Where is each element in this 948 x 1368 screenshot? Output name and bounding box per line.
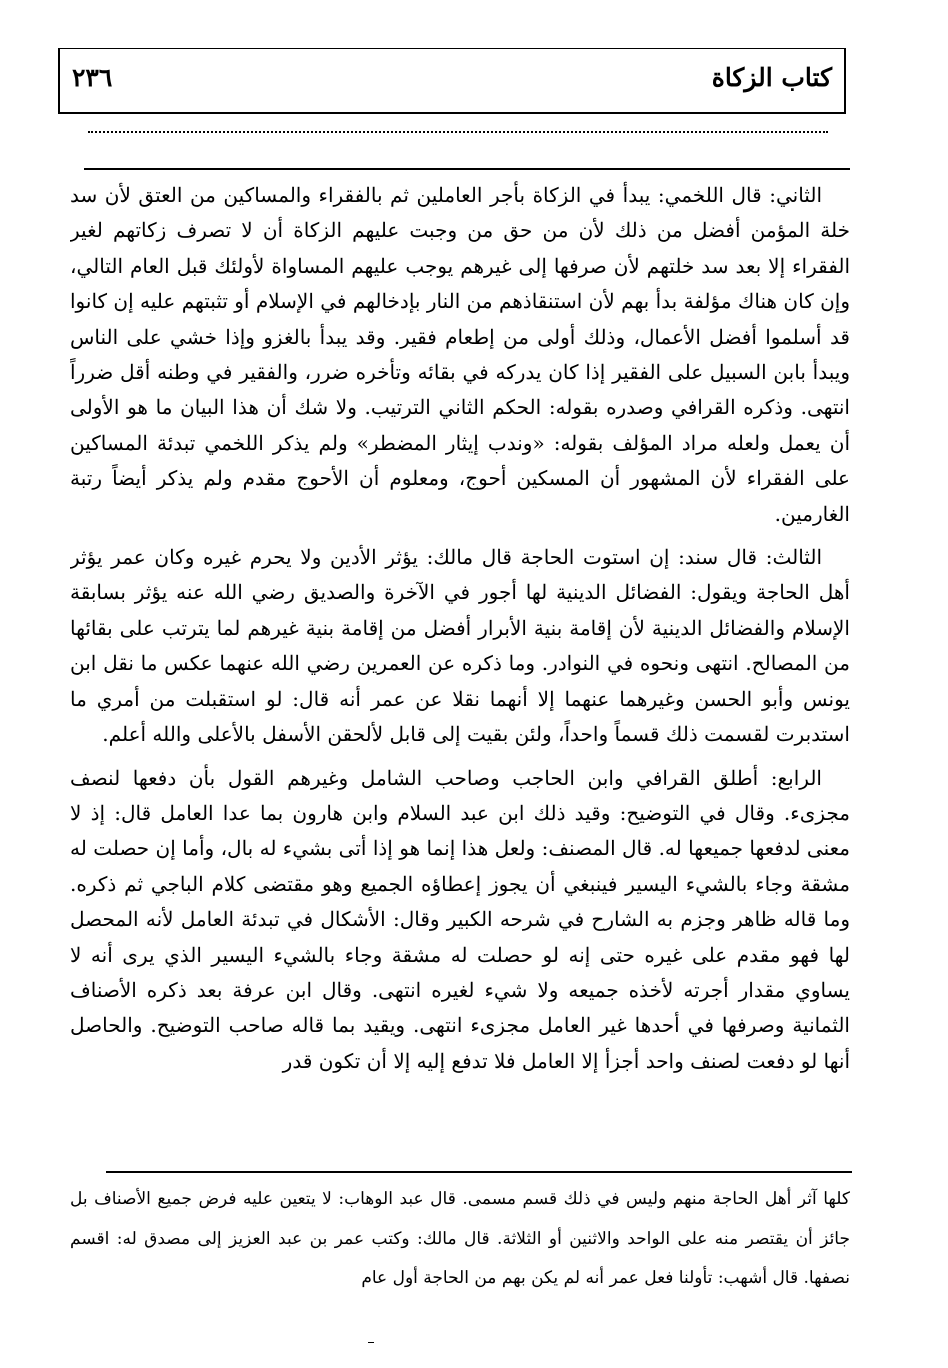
paragraph-fourth: الرابع: أطلق القرافي وابن الحاجب وصاحب الشامل وغيرهم القول بأن دفعها لنصف مجزىء. وقال في التوضيح: وقيد ذلك ابن عبد السلام وابن هارون بما عدا العامل قال: إذ لا معنى لدفعها جميعها له. قال المصنف: ولعل هذا إنما هو إذا أتى بشيء له بال، وأما إن حصلت له مشقة وجاء بالشيء اليسير فينبغي أن يجوز إعطاؤه الجميع وهو مقتضى كلام الباجي ثم ذكره. وما قاله ظاهر وجزم به الشارح في شرحه الكبير وقال: الأشكال في تبدئة العامل لأنه المحصل لها فهو مقدم على غيره حتى إنه لو حصلت له مشقة وجاء بالشيء اليسير الذي يرى أنه لا يساوي مقدار أجرته لأخذه جميعه ولا شيء لغيره انتهى. وقال ابن عرفة بعد ذكره الأصناف الثمانية وصرفها في أحدها غير العامل مجزىء انتهى. ويقيد بما قاله صاحب التوضيح. والحاصل أنها لو دفعت لصنف واحد أجزأ إلا العامل فلا تدفع إليه إلا أن تكون قدر — [70, 765, 850, 1073]
footnote-rule — [106, 1171, 852, 1173]
dotted-divider — [88, 131, 828, 133]
paragraph-second: الثاني: قال اللخمي: يبدأ في الزكاة بأجر العاملين ثم بالفقراء والمساكين من العتق لأن سد خلة المؤمن أفضل من ذلك لأن من حق من وجبت عليهم الزكاة أن لا تصرف زكاتهم لغير الفقراء إلا بعد سد خلتهم لأن صرفها إلى غيرهم يوجب عليهم المساواة لأولئك قبل العام التالي، وإن كان هناك مؤلفة بدأ بهم لأن استنقاذهم من النار بإدخالهم في الإسلام أو تثبتهم عليه إن كانوا قد أسلموا أفضل الأعمال، وذلك أولى من إطعام فقير. وقد يبدأ بالغزو وإذا خشي على الناس ويبدأ بابن السبيل على الفقير إذا كان يدركه في بقائه وتأخره ضرر، والفقير في وطنه أقل ضرراً انتهى. وذكره القرافي وصدره بقوله: الحكم الثاني الترتيب. ولا شك أن هذا البيان ما هو الأولى أن يعمل ولعله مراد المؤلف بقوله: «وندب إيثار المضطر» ولم يذكر اللخمي تبدئة المساكين على الفقراء لأن المشهور أن المسكين أحوج، ومعلوم أن الأحوج مقدم ولم يذكر أيضاً رتبة الغارمين. — [70, 183, 850, 526]
paragraph-third: الثالث: قال سند: إن استوت الحاجة قال مالك: يؤثر الأدين ولا يحرم غيره وكان عمر يؤثر أهل الحاجة ويقول: الفضائل الدينية لها أجور في الآخرة والصديق رضي الله عنه يؤثر بسابقة الإسلام والفضائل الدينية لأن إقامة بنية الأبرار أفضل من إقامة بنية غيرهم لما يترتب على بقائها من المصالح. انتهى ونحوه في النوادر. وما ذكره عن العمرين رضي الله عنهما عكس ما نقل ابن يونس وأبو الحسن وغيرهما عنهما إلا أنهما نقلا عن عمر أنه قال: لو استقبلت من أمري ما استدبرت لقسمت ذلك قسماً واحداً، ولئن بقيت إلى قابل لألحقن الأسفل بالأعلى والله أعلم. — [70, 545, 850, 747]
page-number: ٢٣٦ — [72, 63, 113, 92]
footnote — [70, 1180, 850, 1320]
main-text — [70, 178, 850, 1150]
page-mark — [368, 1342, 374, 1343]
top-rule — [84, 168, 850, 170]
footnote-paragraph: كلها آثر أهل الحاجة منهم وليس في ذلك قسم مسمى. قال عبد الوهاب: لا يتعين عليه فرض جميع الأصناف بل جائز أن يقتصر منه على الواحد والاثنين أو الثلاثة. قال مالك: وكتب عمر بن عبد العزيز إلى مصدق له: اقسم نصفها. قال أشهب: تأولنا فعل عمر أنه لم يكن بهم من الحاجة أول عام — [70, 1189, 850, 1288]
page-header — [58, 48, 846, 114]
running-title: كتاب الزكاة — [711, 63, 832, 92]
